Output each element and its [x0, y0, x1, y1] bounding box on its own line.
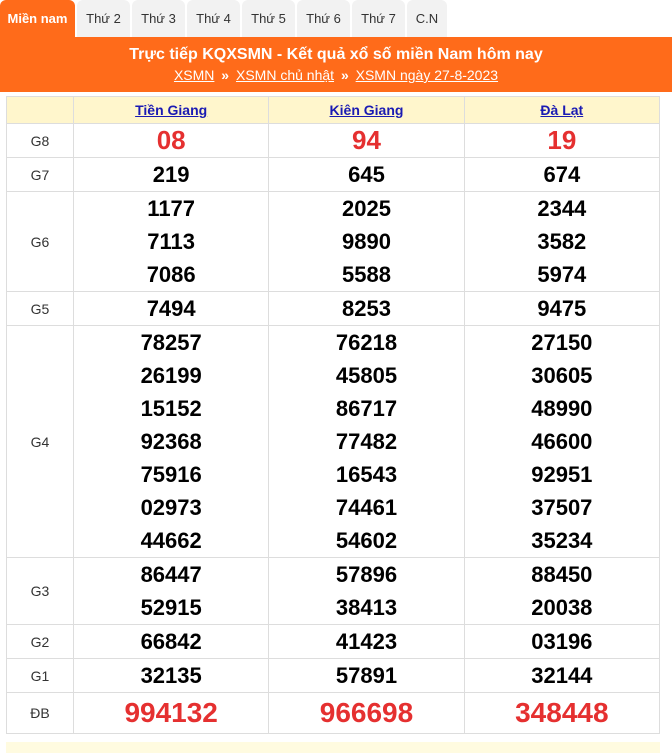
- prize-cell: [269, 192, 464, 292]
- province-link-tien-giang[interactable]: Tiền Giang: [135, 102, 208, 118]
- prize-cell: [464, 124, 659, 158]
- winning-number: 08: [156, 125, 186, 155]
- page-title: Trực tiếp KQXSMN - Kết quả xổ số miền Nam hôm nay: [129, 46, 543, 63]
- winning-number: 966698: [319, 697, 414, 728]
- prize-label: G8: [7, 124, 74, 158]
- winning-number: 54602: [335, 528, 398, 553]
- prize-label: G2: [7, 625, 74, 659]
- prize-row-db: [7, 693, 660, 734]
- winning-number: 2025: [342, 196, 391, 221]
- prize-row-g6: [7, 192, 660, 292]
- prize-cell: [464, 158, 659, 192]
- prize-cell: [464, 625, 659, 659]
- breadcrumb-separator: »: [340, 67, 349, 83]
- winning-number: 3582: [537, 229, 587, 254]
- prize-label: G5: [7, 292, 74, 326]
- winning-number: 5974: [537, 262, 587, 287]
- winning-number: 92368: [140, 429, 202, 454]
- winning-number: 46600: [531, 429, 593, 454]
- tab-thu-4[interactable]: Thứ 4: [187, 0, 240, 37]
- winning-number: 38413: [335, 595, 398, 620]
- prize-label: G3: [7, 558, 74, 625]
- winning-number: 19: [547, 125, 577, 155]
- winning-number: 88450: [531, 562, 593, 587]
- results-table: [6, 96, 660, 734]
- winning-number: 16543: [335, 462, 398, 487]
- winning-number: 1177: [147, 196, 196, 221]
- province-link-da-lat[interactable]: Đà Lạt: [540, 102, 584, 118]
- prize-cell: [269, 326, 464, 558]
- winning-number: 2344: [537, 196, 587, 221]
- prize-label: ĐB: [7, 693, 74, 734]
- prize-column-header: [7, 97, 74, 124]
- prize-cell: [269, 124, 464, 158]
- winning-number: 9890: [342, 229, 391, 254]
- prize-cell: [74, 625, 269, 659]
- province-header: [74, 97, 269, 124]
- results-header: [0, 37, 672, 92]
- winning-number: 75916: [140, 462, 202, 487]
- prize-cell: [464, 192, 659, 292]
- winning-number: 94: [352, 125, 381, 155]
- winning-number: 26199: [140, 363, 202, 388]
- winning-number: 74461: [335, 495, 398, 520]
- prize-cell: [74, 326, 269, 558]
- winning-number: 52915: [140, 595, 202, 620]
- prize-row-g7: [7, 158, 660, 192]
- prize-cell: [74, 158, 269, 192]
- winning-number: 66842: [140, 629, 202, 654]
- winning-number: 348448: [515, 697, 609, 728]
- tab-chu-nhat[interactable]: C.N: [407, 0, 447, 37]
- winning-number: 57896: [335, 562, 398, 587]
- province-link-kien-giang[interactable]: Kiên Giang: [329, 102, 404, 118]
- prize-row-g8: [7, 124, 660, 158]
- prize-cell: [464, 326, 659, 558]
- winning-number: 57891: [335, 663, 398, 688]
- winning-number: 674: [543, 162, 581, 187]
- prize-cell: [269, 659, 464, 693]
- winning-number: 78257: [140, 330, 202, 355]
- prize-cell: [269, 158, 464, 192]
- footer-strip: [6, 742, 660, 753]
- winning-number: 86717: [335, 396, 398, 421]
- breadcrumb-xsmn-chu-nhat[interactable]: XSMN chủ nhật: [235, 67, 335, 83]
- prize-cell: [269, 625, 464, 659]
- winning-number: 9475: [537, 296, 587, 321]
- prize-cell: [464, 558, 659, 625]
- prize-row-g1: [7, 659, 660, 693]
- province-header: [269, 97, 464, 124]
- winning-number: 7113: [147, 229, 196, 254]
- tab-thu-2[interactable]: Thứ 2: [77, 0, 130, 37]
- winning-number: 645: [348, 162, 385, 187]
- prize-row-g5: [7, 292, 660, 326]
- winning-number: 15152: [140, 396, 202, 421]
- prize-cell: [464, 292, 659, 326]
- winning-number: 77482: [335, 429, 398, 454]
- prize-row-g4: [7, 326, 660, 558]
- prize-label: G7: [7, 158, 74, 192]
- prize-label: G1: [7, 659, 74, 693]
- winning-number: 45805: [335, 363, 398, 388]
- tab-thu-6[interactable]: Thứ 6: [297, 0, 350, 37]
- prize-cell: [74, 659, 269, 693]
- breadcrumb: [0, 67, 672, 83]
- prize-row-g3: [7, 558, 660, 625]
- winning-number: 37507: [531, 495, 593, 520]
- breadcrumb-xsmn[interactable]: XSMN: [173, 67, 215, 83]
- winning-number: 219: [152, 162, 190, 187]
- prize-cell: [74, 124, 269, 158]
- tab-thu-5[interactable]: Thứ 5: [242, 0, 295, 37]
- winning-number: 994132: [124, 697, 218, 728]
- winning-number: 92951: [531, 462, 593, 487]
- winning-number: 48990: [531, 396, 593, 421]
- prize-row-g2: [7, 625, 660, 659]
- province-header-row: [7, 97, 660, 124]
- province-header: [464, 97, 659, 124]
- prize-cell: [464, 659, 659, 693]
- winning-number: 7086: [146, 262, 196, 287]
- winning-number: 8253: [342, 296, 391, 321]
- breadcrumb-xsmn-date[interactable]: XSMN ngày 27-8-2023: [355, 67, 499, 83]
- prize-cell: [74, 693, 269, 734]
- winning-number: 41423: [335, 629, 398, 654]
- prize-cell: [74, 558, 269, 625]
- winning-number: 30605: [531, 363, 593, 388]
- prize-label: G6: [7, 192, 74, 292]
- winning-number: 44662: [140, 528, 202, 553]
- tab-thu-7[interactable]: Thứ 7: [352, 0, 405, 37]
- winning-number: 86447: [140, 562, 202, 587]
- winning-number: 32135: [140, 663, 202, 688]
- prize-label: G4: [7, 326, 74, 558]
- winning-number: 02973: [140, 495, 202, 520]
- winning-number: 35234: [531, 528, 593, 553]
- prize-cell: [269, 292, 464, 326]
- prize-cell: [74, 292, 269, 326]
- winning-number: 76218: [335, 330, 398, 355]
- winning-number: 5588: [342, 262, 391, 287]
- breadcrumb-separator: »: [221, 67, 230, 83]
- winning-number: 7494: [146, 296, 196, 321]
- winning-number: 03196: [531, 629, 593, 654]
- winning-number: 20038: [531, 595, 593, 620]
- prize-cell: [269, 558, 464, 625]
- prize-cell: [74, 192, 269, 292]
- prize-cell: [269, 693, 464, 734]
- tab-mien-nam[interactable]: Miền nam: [0, 0, 75, 37]
- winning-number: 27150: [531, 330, 593, 355]
- day-tabs: [0, 0, 672, 37]
- winning-number: 32144: [531, 663, 593, 688]
- tab-thu-3[interactable]: Thứ 3: [132, 0, 185, 37]
- prize-cell: [464, 693, 659, 734]
- prize-rows: [7, 124, 660, 734]
